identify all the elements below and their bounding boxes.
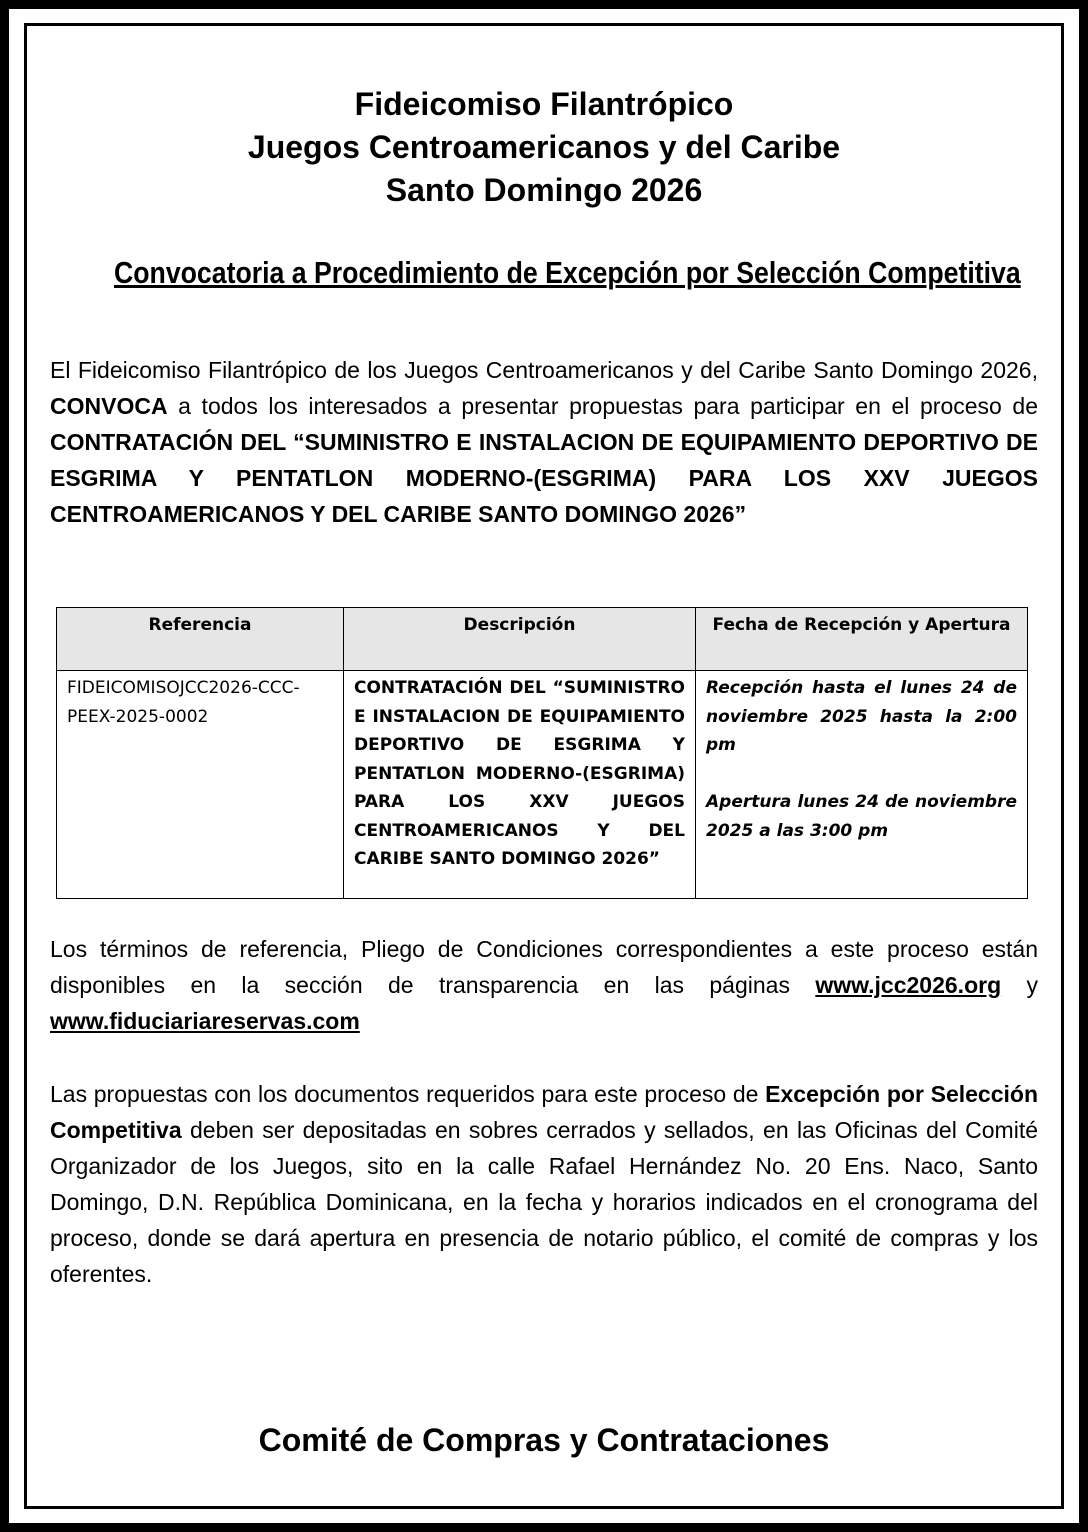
cell-reference: FIDEICOMISOJCC2026-CCC-PEEX-2025-0002 — [57, 671, 344, 899]
header-line-2: Juegos Centroamericanos y del Caribe — [247, 129, 841, 165]
link-fiduciariareservas[interactable]: www.fiduciariareservas.com — [50, 1008, 360, 1034]
notice-title: Convocatoria a Procedimiento de Excepción por Selección Competitiva — [114, 255, 1021, 290]
header-reference: Referencia — [57, 608, 344, 671]
proposals-paragraph — [50, 1076, 1038, 1292]
process-table-wrapper — [56, 607, 1028, 899]
intro-convoca: CONVOCA — [50, 393, 168, 419]
table-row — [57, 671, 1028, 899]
document-header — [0, 83, 1088, 212]
proposals-text-1: Las propuestas con los documentos requeridos para este proceso de — [50, 1081, 766, 1107]
intro-text-2: a todos los interesados a presentar propuestas para participar en el proceso de — [167, 393, 1038, 419]
intro-contract-title: CONTRATACIÓN DEL “SUMINISTRO E INSTALACION DE EQUIPAMIENTO DEPORTIVO DE ESGRIMA Y PENTATLON MODERNO-(ESGRIMA) PARA LOS XXV JUEGOS CENTROAMERICANOS Y DEL CARIBE SANTO DOMINGO 2026” — [50, 429, 1038, 527]
cell-spacer — [706, 760, 1017, 789]
proposals-bold: Excepción por Selección Competitiva — [50, 1081, 1038, 1143]
intro-paragraph — [50, 352, 1038, 532]
terms-text: Los términos de referencia, Pliego de Condiciones correspondientes a este proceso están disponibles en la sección de transparencia en las páginas — [50, 936, 1038, 998]
header-line-3: Santo Domingo 2026 — [385, 172, 703, 208]
table-header-row — [57, 608, 1028, 671]
cell-description: CONTRATACIÓN DEL “SUMINISTRO E INSTALACION DE EQUIPAMIENTO DEPORTIVO DE ESGRIMA Y PENTATLON MODERNO-(ESGRIMA) PARA LOS XXV JUEGOS CENTROAMERICANOS Y DEL CARIBE SANTO DOMINGO 2026” — [344, 671, 696, 899]
header-line-1: Fideicomiso Filantrópico — [354, 86, 734, 122]
process-table — [56, 607, 1028, 899]
terms-paragraph — [50, 931, 1038, 1039]
cell-date — [696, 671, 1028, 899]
terms-conjunction: y — [1001, 972, 1038, 998]
reception-text: Recepción hasta el lunes 24 de noviembre 2025 hasta la 2:00 pm — [706, 678, 1017, 755]
header-date: Fecha de Recepción y Apertura — [696, 608, 1028, 671]
link-jcc2026[interactable]: www.jcc2026.org — [815, 972, 1002, 998]
intro-text-1: El Fideicomiso Filantrópico de los Juegos Centroamericanos y del Caribe Santo Domingo 2026, — [50, 357, 1038, 383]
proposals-text-2: deben ser depositadas en sobres cerrados y sellados, en las Oficinas del Comité Organizador de los Juegos, sito en la calle Rafael Hernández No. 20 Ens. Naco, Santo Domingo, D.N. República Dominicana, en la fecha y horarios indicados en el cronograma del proceso, donde se dará apertura en presencia de notario público, el comité de compras y los oferentes. — [50, 1117, 1038, 1287]
opening-text: Apertura lunes 24 de noviembre 2025 a las 3:00 pm — [706, 792, 1017, 841]
header-description: Descripción — [344, 608, 696, 671]
footer-signature: Comité de Compras y Contrataciones — [258, 1422, 830, 1458]
